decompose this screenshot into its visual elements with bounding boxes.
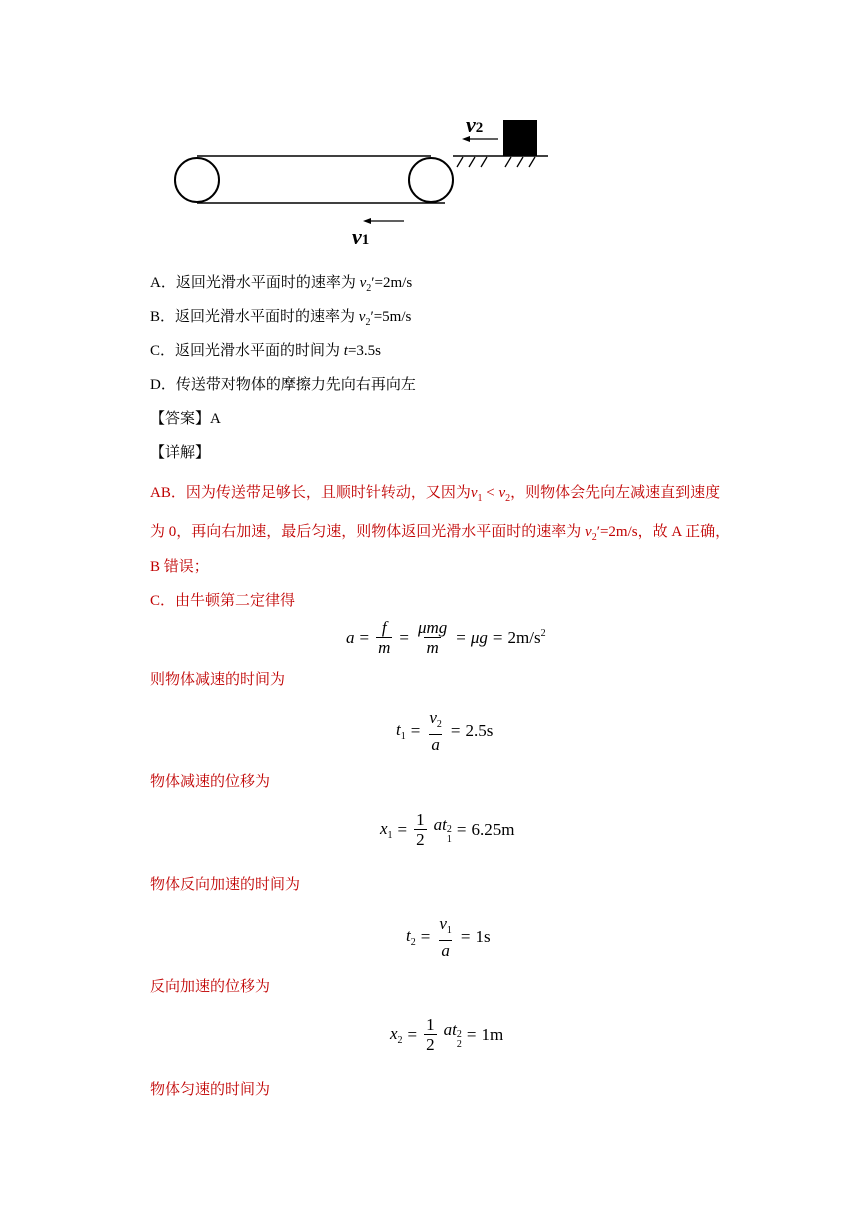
answer-value: A (210, 411, 221, 427)
option-d: D．传送带对物体的摩擦力先向右再向左 (150, 377, 416, 393)
answer-line (150, 410, 221, 428)
x1-intro: 物体减速的位移为 (150, 774, 271, 790)
t3-intro: 物体匀速的时间为 (150, 1082, 271, 1098)
solution-ab-line3: B 错误； (150, 559, 209, 575)
equation-x1: $x_1$ = $\frac{1}{2}$ at 2 1 = 6.25m (380, 810, 515, 849)
block (503, 120, 537, 156)
t1-intro: 则物体减速的时间为 (150, 672, 286, 688)
answer-label: 【答案】 (150, 411, 211, 427)
solution-ab-line1: AB．因为传送带足够长，且顺时针转动，又因为$v_1 < v_2$，则物体会先向左减速直到速度 (150, 485, 721, 504)
x2-intro: 反向加速的位移为 (150, 979, 271, 995)
solution-ab-line2: 为 0，再向右加速，最后匀速，则物体返回光滑水平面时的速率为 $v_2'=2m/s$，故 A 正确， (150, 524, 731, 543)
detail-label: 【详解】 (150, 445, 211, 461)
t2-intro: 物体反向加速的时间为 (150, 877, 301, 893)
left-pulley (175, 158, 219, 202)
surface-hatch (457, 157, 535, 167)
option-c: C．返回光滑水平面的时间为 t=3.5s (150, 343, 381, 359)
equation-x2: $x_2$ = $\frac{1}{2}$ at 2 2 = 1m (390, 1015, 504, 1054)
solution-c-line: C．由牛顿第二定律得 (150, 593, 296, 609)
v1-label: v1 (352, 224, 370, 249)
option-a: A．返回光滑水平面时的速率为 $v_2'=2m/s$ (150, 275, 413, 294)
equation-t1: $t_1$ = $\frac{v_2}{a}$ = 2.5s (396, 708, 494, 754)
option-b: B．返回光滑水平面时的速率为 $v_2'=5m/s$ (150, 309, 412, 328)
equation-t2: $t_2$ = $\frac{v_1}{a}$ = 1s (406, 914, 491, 960)
v2-label: v2 (466, 112, 484, 137)
right-pulley (409, 158, 453, 202)
equation-acceleration: a = $\frac{f}{m}$ = $\frac{\text{μmg}}{m}$ = μg = $2m/s^2$ (346, 618, 546, 657)
